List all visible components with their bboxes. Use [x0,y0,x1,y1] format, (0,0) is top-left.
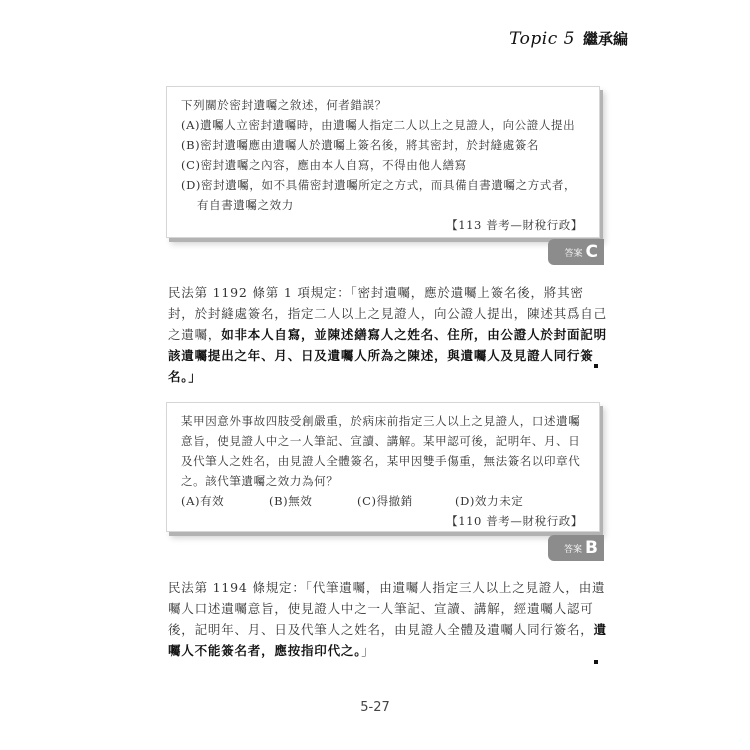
option-a: (A)遺囑人立密封遺囑時，由遺囑人指定二人以上之見證人，向公證人提出 [181,118,576,132]
question-2-text [181,411,587,531]
topic-label: Topic 5 [509,29,575,49]
option-b: (B)密封遺囑應由遺囑人於遺囑上簽名後，將其密封，於封縫處簽名 [181,138,540,152]
option-d-continued: 有自書遺囑之效力 [197,198,294,212]
question-stem: 下列關於密封遺囑之敘述，何者錯誤？ [181,98,387,112]
option-c: (C)得撤銷 [357,494,413,508]
answer-tab-2 [548,535,604,561]
answer-value: B [585,538,598,558]
options-row [181,491,587,511]
question-box-2 [166,402,600,532]
answer-value: C [585,242,598,262]
question-stem: 某甲因意外事故四肢受創嚴重，於病床前指定三人以上之見證人，口述遺囑意旨，使見證人中之一人筆記、宣讀、講解。某甲認可後，記明年、月、日及代筆人之姓名，由見證人全體簽名，某甲因雙手傷重，無法簽名以印章代之。該代筆遺囑之效力為何？ [181,414,581,488]
explanation-2 [168,577,608,661]
answer-tab-1 [548,239,604,265]
exam-source: 【110 普考—財稅行政】 [446,514,583,528]
option-c: (C)密封遺囑之內容，應由本人自寫，不得由他人繕寫 [181,158,467,172]
end-mark-icon [594,364,598,368]
explanation-text: 民法第 1194 條規定：「代筆遺囑，由遺囑人指定三人以上之見證人，由遺囑人口述遺囑意旨，使見證人中之一人筆記、宣讀、講解，經遺囑人認可後，記明年、月、日及代筆人之姓名，由見證人全體及遺囑人同行簽名， [168,580,606,637]
exam-source: 【113 普考—財稅行政】 [446,218,583,232]
end-mark-icon [594,660,598,664]
question-1-text [181,95,587,235]
answer-label: 答案 [564,248,583,259]
question-box-1 [166,86,600,238]
running-header [509,28,628,49]
option-d: (D)密封遺囑，如不具備密封遺囑所定之方式，而具備自書遺囑之方式者， [181,178,577,192]
chapter-title: 繼承編 [582,30,628,48]
option-b: (B)無效 [269,494,313,508]
explanation-bold: 遺囑人不能簽名者，應按指印代之。 [168,622,607,658]
answer-label: 答案 [564,544,583,555]
explanation-bold: 如非本人自寫，並陳述繕寫人之姓名、住所，由公證人於封面記明該遺囑提出之年、月、日及遺囑人所為之陳述，與遺囑人及見證人同行簽名。」 [168,327,607,384]
explanation-1 [168,282,608,387]
option-d: (D)效力未定 [455,494,524,508]
explanation-text: 民法第 1192 條第 1 項規定：「密封遺囑，應於遺囑上簽名後，將其密封，於封縫處簽名，指定二人以上之見證人，向公證人提出，陳述其爲自己之遺囑， [168,285,607,342]
explanation-tail: 」 [361,643,375,658]
page-number: 5-27 [360,700,390,715]
option-a: (A)有效 [181,494,225,508]
